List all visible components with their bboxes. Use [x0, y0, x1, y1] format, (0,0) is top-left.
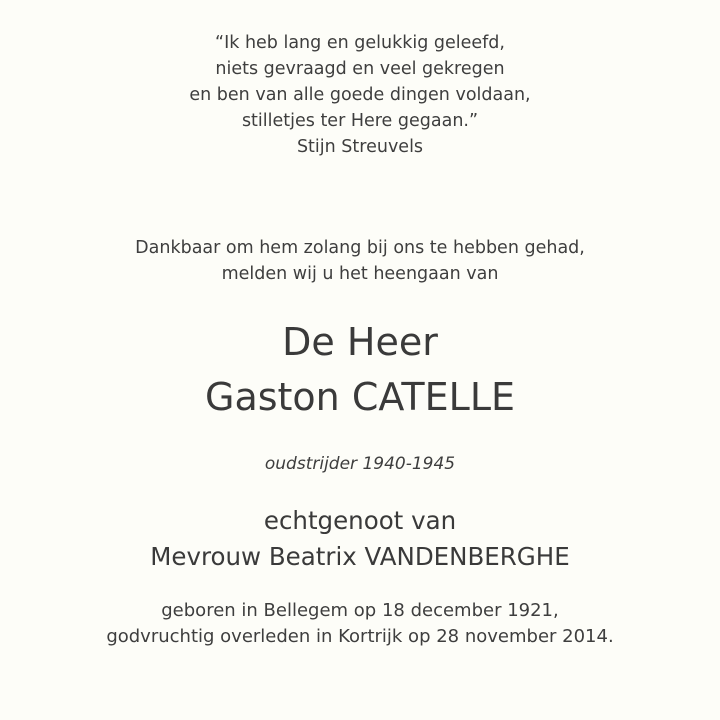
- deceased-role: oudstrijder 1940-1945: [264, 454, 456, 474]
- spouse-name: Mevrouw Beatrix VANDENBERGHE: [150, 542, 570, 571]
- birth-line: geboren in Bellegem op 18 december 1921,: [161, 600, 559, 621]
- quote-author: Stijn Streuvels: [296, 137, 424, 157]
- quote-line: stilletjes ter Here gegaan.”: [241, 111, 479, 131]
- intro-line: melden wij u het heengaan van: [221, 264, 499, 284]
- deceased-title: De Heer: [282, 320, 438, 364]
- quote-line: en ben van alle goede dingen voldaan,: [189, 85, 531, 105]
- quote-line: “Ik heb lang en gelukkig geleefd,: [215, 33, 505, 53]
- deceased-name: Gaston CATELLE: [205, 375, 515, 419]
- quote-line: niets gevraagd en veel gekregen: [215, 59, 505, 79]
- intro-line: Dankbaar om hem zolang bij ons te hebben gehad,: [135, 238, 585, 258]
- spouse-label: echtgenoot van: [263, 506, 457, 535]
- death-line: godvruchtig overleden in Kortrijk op 28 november 2014.: [106, 626, 614, 647]
